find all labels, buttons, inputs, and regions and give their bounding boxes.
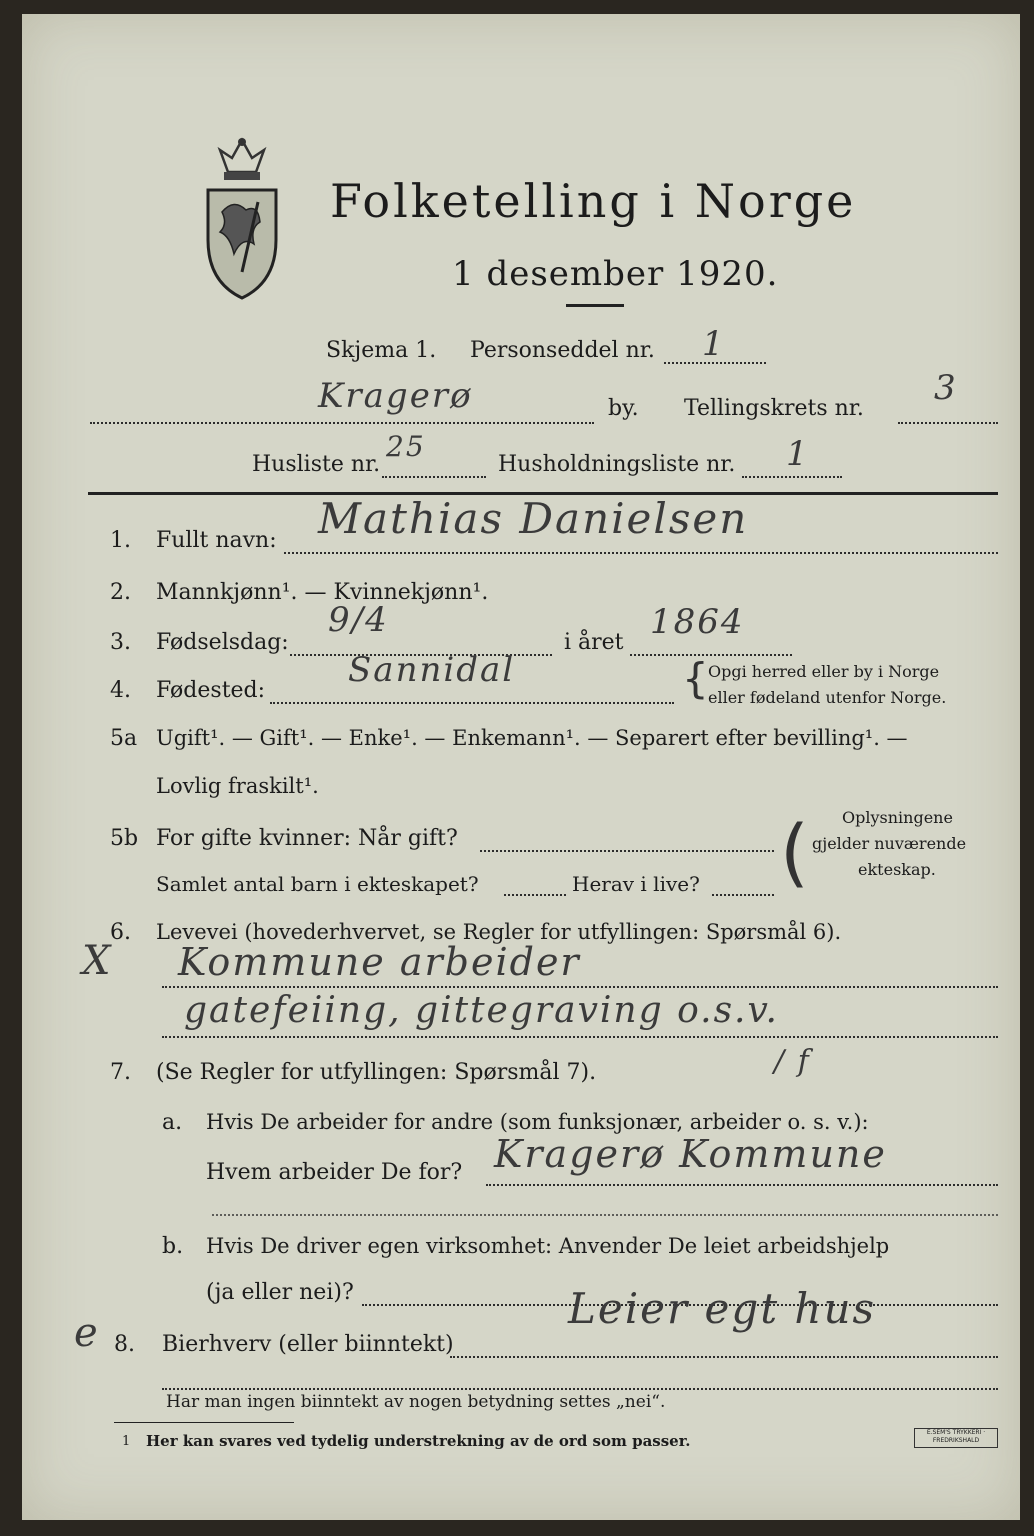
husholdning-value: 1 <box>786 434 810 474</box>
q4-label: Fødested: <box>156 678 266 703</box>
q6-value1: Kommune arbeider <box>178 940 581 984</box>
q2-label: Mannkjønn¹. — Kvinnekjønn¹. <box>156 580 489 605</box>
footnote-number: 1 <box>122 1434 131 1449</box>
q4-note-line2: eller fødeland utenfor Norge. <box>708 688 947 707</box>
husliste-value: 25 <box>386 430 426 463</box>
q5b-label3: Herav i live? <box>572 872 700 896</box>
q5b-live-line <box>712 894 774 896</box>
census-date: 1 desember 1920. <box>452 254 779 294</box>
q3-year-line <box>630 654 792 656</box>
q7a-letter: a. <box>162 1110 183 1135</box>
husliste-label: Husliste nr. <box>252 452 381 477</box>
q5b-number: 5b <box>110 826 139 851</box>
q5b-label1: For gifte kvinner: Når gift? <box>156 826 458 851</box>
footer-rule <box>114 1422 294 1423</box>
q3-year-label: i året <box>564 630 624 655</box>
q3-day-value: 9/4 <box>328 600 389 640</box>
q5a-line2: Lovlig fraskilt¹. <box>156 774 319 798</box>
q8-extra-line <box>162 1388 998 1390</box>
q6-line1 <box>162 986 998 988</box>
q6-number: 6. <box>110 920 131 945</box>
krets-value: 3 <box>934 368 958 408</box>
printer-mark: E.SEM'S TRYKKERI · FREDRIKSHALD <box>914 1428 998 1448</box>
q5a-number: 5a <box>110 726 138 751</box>
q4-number: 4. <box>110 678 131 703</box>
q5b-note-line3: ekteskap. <box>858 860 936 879</box>
q7a-line <box>486 1184 998 1186</box>
form-title: Folketelling i Norge <box>330 174 857 228</box>
q4-value: Sannidal <box>348 650 516 690</box>
q7-label: (Se Regler for utfyllingen: Spørsmål 7). <box>156 1060 597 1085</box>
husholdning-label: Husholdningsliste nr. <box>498 452 736 477</box>
q4-brace: { <box>682 654 709 703</box>
q7b-line1: Hvis De driver egen virksomhet: Anvender De leiet arbeidshjelp <box>206 1234 890 1258</box>
q1-value: Mathias Danielsen <box>318 494 749 543</box>
husholdning-line <box>742 476 842 478</box>
q1-number: 1. <box>110 528 131 553</box>
q7a-line1: Hvis De arbeider for andre (som funksjonær, arbeider o. s. v.): <box>206 1110 869 1134</box>
q3-year-value: 1864 <box>650 602 745 642</box>
q8-mark: e <box>74 1310 100 1356</box>
q8-value: Leier egt hus <box>568 1284 877 1333</box>
footnote-text: Her kan svares ved tydelig understrekning av de ord som passer. <box>146 1432 691 1450</box>
q7b-line2: (ja eller nei)? <box>206 1280 354 1305</box>
skjema-label: Skjema 1. <box>326 338 437 363</box>
q5b-note-line2: gjelder nuværende <box>812 834 967 853</box>
q1-label: Fullt navn: <box>156 528 277 553</box>
by-label: by. <box>608 396 639 421</box>
q7-mark: / f <box>774 1044 811 1079</box>
city-value: Kragerø <box>318 376 473 416</box>
q7b-letter: b. <box>162 1234 184 1259</box>
q6-label: Levevei (hovederhvervet, se Regler for utfyllingen: Spørsmål 6). <box>156 920 842 944</box>
q3-number: 3. <box>110 630 131 655</box>
footer-note: Har man ingen biinntekt av nogen betydning settes „nei“. <box>166 1392 666 1412</box>
q5b-note-line1: Oplysningene <box>842 808 953 827</box>
q5a-line1: Ugift¹. — Gift¹. — Enke¹. — Enkemann¹. — Separert efter bevilling¹. — <box>156 726 908 750</box>
city-line <box>90 422 594 424</box>
q8-number: 8. <box>114 1332 135 1357</box>
q3-label: Fødselsdag: <box>156 630 289 655</box>
q6-mark: X <box>82 938 113 984</box>
q5b-gift-line <box>480 850 774 852</box>
q7-number: 7. <box>110 1060 131 1085</box>
q5b-barn-line <box>504 894 566 896</box>
q4-line <box>270 702 674 704</box>
title-divider <box>566 304 624 307</box>
husliste-line <box>382 476 486 478</box>
q7a-line2: Hvem arbeider De for? <box>206 1160 463 1185</box>
q6-value2: gatefeiing, gittegraving o.s.v. <box>184 990 780 1031</box>
q4-note-line1: Opgi herred eller by i Norge <box>708 662 940 681</box>
q5b-label2: Samlet antal barn i ekteskapet? <box>156 872 479 896</box>
personseddel-label: Personseddel nr. <box>470 338 655 363</box>
q2-number: 2. <box>110 580 131 605</box>
q5b-brace: ( <box>780 810 809 896</box>
krets-line <box>898 422 998 424</box>
coat-of-arms-icon <box>200 132 284 302</box>
personseddel-value: 1 <box>702 324 726 364</box>
q7a-value: Kragerø Kommune <box>494 1132 887 1176</box>
krets-label: Tellingskrets nr. <box>684 396 864 421</box>
q8-label: Bierhverv (eller biinntekt) <box>162 1332 454 1357</box>
q7a-extra-line <box>212 1214 998 1216</box>
q8-line <box>450 1356 998 1358</box>
q6-line2 <box>162 1036 998 1038</box>
q1-line <box>284 552 998 554</box>
census-form <box>22 14 1020 1520</box>
